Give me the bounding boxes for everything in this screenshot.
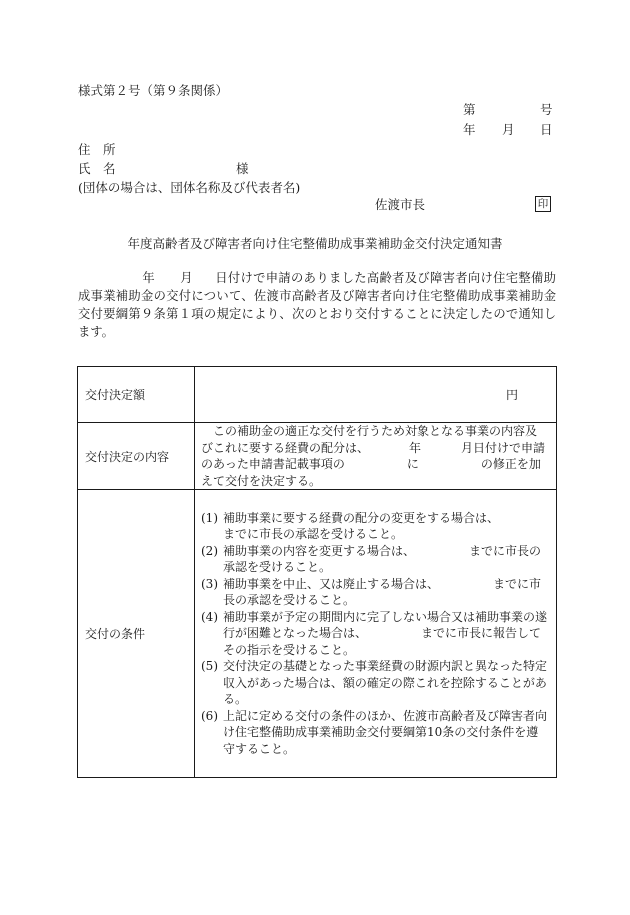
conditions-cell: [195, 490, 557, 778]
body-text: 日付けで申請のありました高齢者及び障害者向け住宅整備助成事業補助金の交付について、佐渡市高齢者及び障害者向け住宅整備助成事業補助金交付要綱第９条第１項の規定により、次のとおり交付することに決定したので通知します。: [78, 271, 556, 339]
honorific: 様: [236, 161, 249, 176]
content-label: 交付決定の内容: [78, 423, 195, 490]
address-label: 住 所: [78, 142, 116, 157]
content-text: この補助金の適正な交付を行うため対象となる事業の内容及びこれに要する経費の配分は、 年 月日付けで申請のあった申請書記載事項の に の修正を加えて交付を決定する。: [195, 423, 557, 490]
date-month: 月: [502, 122, 515, 137]
condition-item: (3) 補助事業を中止、又は廃止する場合は、 までに市長の承認を受けること。: [201, 576, 542, 608]
doc-number-suffix: 号: [540, 102, 553, 117]
date-day: 日: [540, 122, 553, 137]
document-title: 年度高齢者及び障害者向け住宅整備助成事業補助金交付決定通知書: [127, 236, 503, 251]
condition-item: (1) 補助事業に要する経費の配分の変更をする場合は、 までに市長の承認を受けること。: [201, 510, 542, 542]
seal-mark: 印: [535, 196, 551, 212]
condition-item: (2) 補助事業の内容を変更する場合は、 までに市長の承認を受けること。: [201, 543, 542, 575]
group-note: (団体の場合は、団体名称及び代表者名): [78, 180, 301, 195]
content-row: [78, 423, 557, 490]
body-paragraph: [78, 269, 556, 341]
condition-item: (6) 上記に定める交付の条件のほか、佐渡市高齢者及び障害者向け住宅整備助成事業補助金交付要綱第10条の交付条件を遵守すること。: [201, 708, 548, 756]
condition-item: (4) 補助事業が予定の期間内に完了しない場合又は補助事業の遂行が困難となった場合は、 までに市長に報告してその指示を受けること。: [201, 609, 548, 657]
date-year: 年: [463, 122, 476, 137]
body-month: 月: [179, 271, 193, 285]
decision-table: [77, 366, 557, 778]
amount-unit: 円: [195, 367, 557, 423]
doc-number-prefix: 第: [463, 102, 476, 117]
conditions-label: 交付の条件: [78, 490, 195, 778]
amount-label: 交付決定額: [78, 367, 195, 423]
amount-row: [78, 367, 557, 423]
conditions-row: [78, 490, 557, 778]
form-number: 様式第２号（第９条関係）: [78, 83, 229, 98]
conditions-list: [201, 510, 548, 758]
name-label: 氏 名: [78, 161, 116, 176]
condition-item: (5) 交付決定の基礎となった事業経費の財源内訳と異なった特定収入があった場合は、額の確定の際これを控除することがある。: [201, 659, 548, 707]
issuer: 佐渡市長: [375, 197, 426, 212]
body-year: 年: [142, 271, 155, 285]
